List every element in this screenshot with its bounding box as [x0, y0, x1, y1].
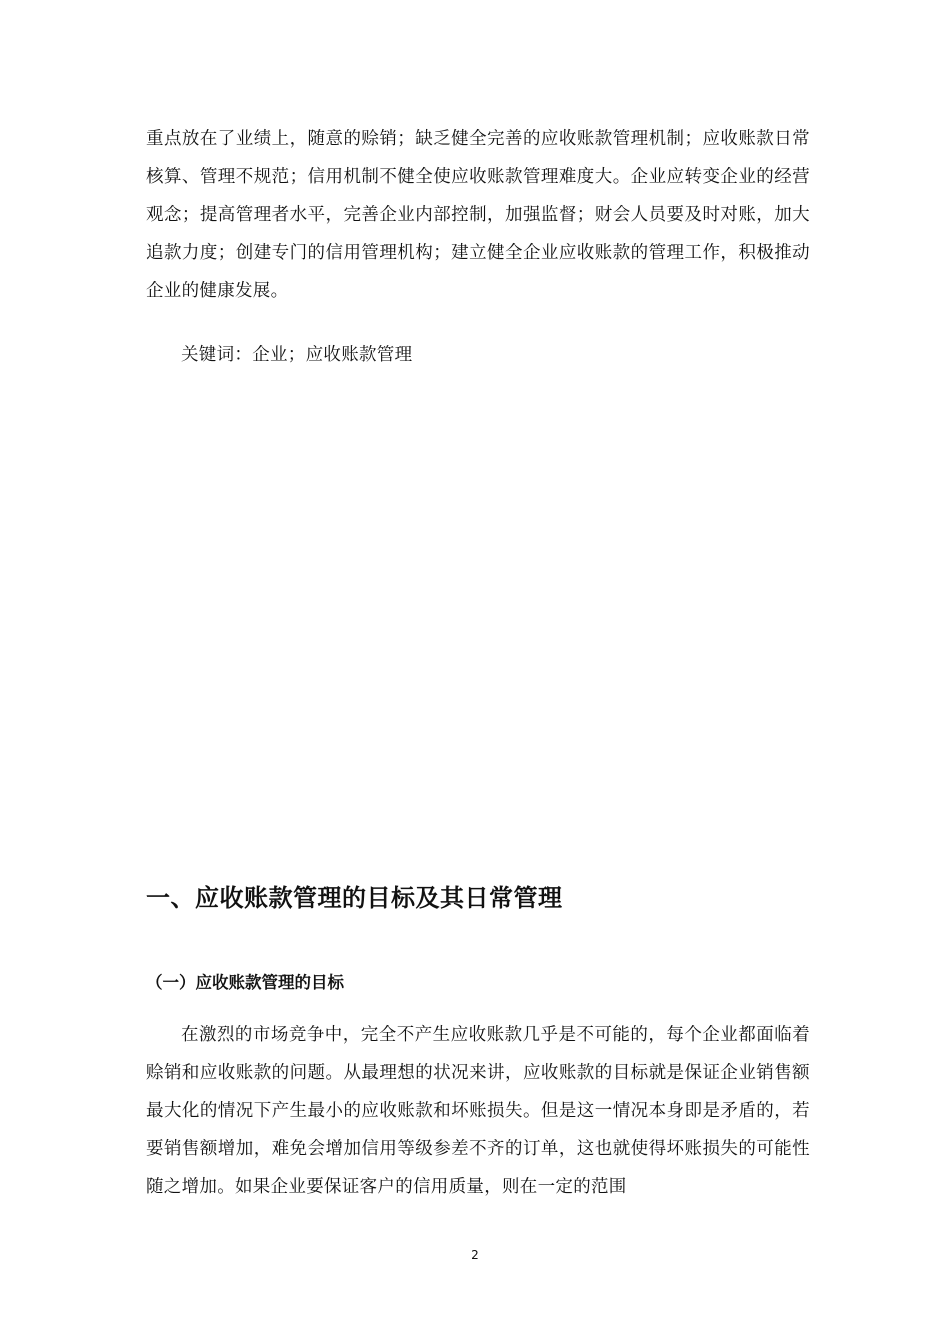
body-paragraph: 重点放在了业绩上，随意的赊销；缺乏健全完善的应收账款管理机制；应收账款日常核算、管理不规范；信用机制不健全使应收账款管理难度大。企业应转变企业的经营观念；提高管理者水平，完善企业内部控制，加强监督；财会人员要及时对账，加大追款力度；创建专门的信用管理机构；建立健全企业应收账款的管理工作，积极推动企业的健康发展。 — [146, 129, 810, 301]
page-number: 2 — [471, 1248, 479, 1262]
body-paragraph: 在激烈的市场竞争中，完全不产生应收账款几乎是不可能的，每个企业都面临着赊销和应收账款的问题。从最理想的状况来讲，应收账款的目标就是保证企业销售额最大化的情况下产生最小的应收账款和坏账损失。但是这一情况本身即是矛盾的，若要销售额增加，难免会增加信用等级参差不齐的订单，这也就使得坏账损失的可能性随之增加。如果企业要保证客户的信用质量，则在一定的范围 — [146, 1025, 810, 1197]
subsection-heading: （一）应收账款管理的目标 — [146, 973, 344, 992]
section-heading: 一、应收账款管理的目标及其日常管理 — [146, 884, 563, 912]
keywords-line: 关键词：企业；应收账款管理 — [181, 345, 413, 365]
